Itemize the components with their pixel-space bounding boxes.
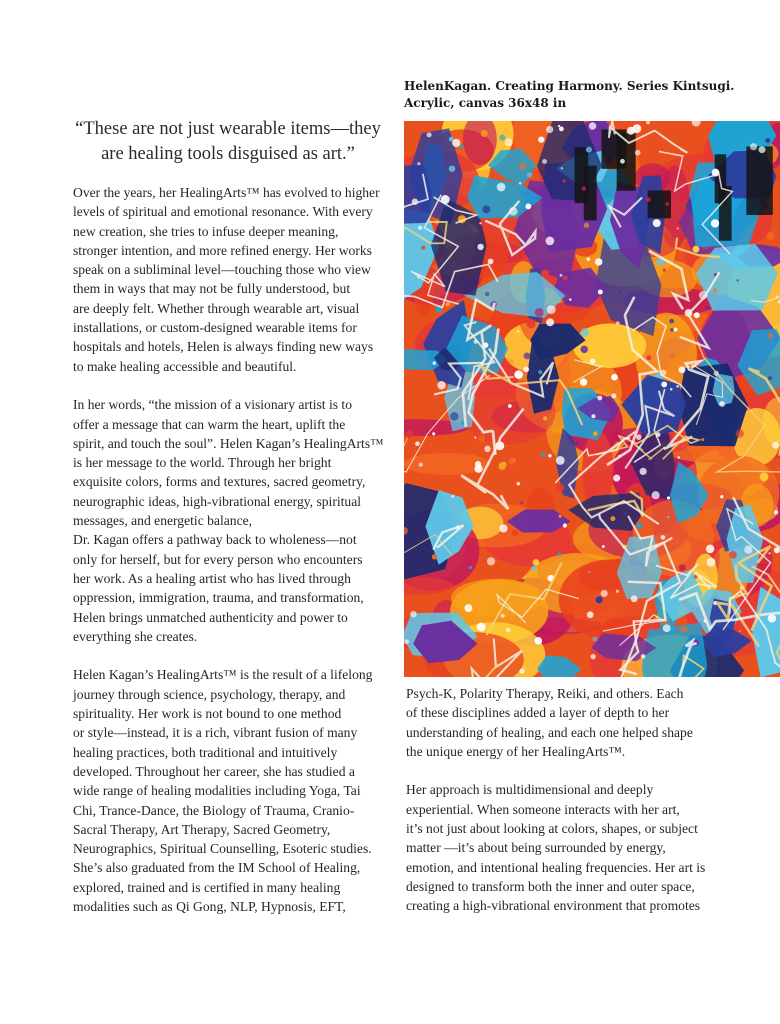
text-line: spirituality. Her work is not bound to one method [73, 706, 342, 722]
text-line: her work. As a healing artist who has lived through [73, 570, 351, 586]
text-line: them in ways that may not be fully understood, but [73, 281, 351, 297]
text-line: designed to transform both the inner and outer space, [406, 878, 695, 894]
text-line: Over the years, her HealingArts™ has evolved to higher [73, 185, 380, 200]
text-line: experiential. When someone interacts with her art, [406, 801, 680, 817]
text-line: it’s not just about looking at colors, shapes, or subject [406, 821, 698, 837]
text-line: installations, or custom-designed wearable items for [73, 320, 357, 336]
text-line: Neurographics, Spiritual Counselling, Esoteric studies. [73, 841, 372, 857]
body-paragraph [406, 780, 726, 915]
text-line: everything she creates. [73, 628, 198, 644]
body-paragraph [73, 183, 393, 376]
text-line: neurographic ideas, high-vibrational energy, spiritual [73, 493, 362, 509]
text-line: to make healing accessible and beautiful. [73, 358, 297, 374]
abstract-kintsugi-painting [404, 121, 780, 677]
text-line: new creation, she tries to infuse deeper meaning, [73, 223, 339, 239]
text-line: exquisite colors, forms and textures, sacred geometry, [73, 474, 366, 490]
text-line: modalities such as Qi Gong, NLP, Hypnosis, EFT, [73, 898, 346, 914]
text-line: only for herself, but for every person who encounters [73, 551, 363, 567]
text-line: the unique energy of her HealingArts™. [406, 743, 626, 759]
body-paragraph [73, 395, 393, 646]
text-line: or style—instead, it is a rich, vibrant fusion of many [73, 725, 358, 741]
text-line: messages, and energetic balance, [73, 513, 253, 529]
text-line: understanding of healing, and each one helped shape [406, 724, 693, 740]
text-line: Dr. Kagan offers a pathway back to wholeness—not [73, 532, 357, 548]
text-line: Psych-K, Polarity Therapy, Reiki, and others. Each [406, 686, 684, 701]
body-paragraph [73, 665, 393, 916]
text-line: of these disciplines added a layer of depth to her [406, 705, 670, 721]
pull-quote [72, 117, 384, 167]
text-line: emotion, and intentional healing frequencies. Her art is [406, 859, 706, 875]
painting-image [404, 121, 780, 677]
text-line: Sacral Therapy, Art Therapy, Sacred Geometry, [73, 821, 331, 837]
text-line: explored, trained and is certified in many healing [73, 879, 341, 895]
text-line: levels of spiritual and emotional resonance. With every [73, 204, 373, 220]
text-line: Helen Kagan’s HealingArts™ is the result of a lifelong [73, 667, 373, 683]
text-line: offer a message that can warm the heart, uplift the [73, 416, 346, 432]
text-line: hospitals and hotels, Helen is always finding new ways [73, 339, 374, 355]
text-line: Chi, Trance-Dance, the Biology of Trauma, Cranio- [73, 802, 355, 818]
text-line: Helen brings unmatched authenticity and power to [73, 609, 348, 625]
body-paragraph [406, 684, 726, 761]
text-line: stronger intention, and more refined energy. Her works [73, 242, 372, 258]
text-line: is her message to the world. Through her bright [73, 455, 332, 471]
text-line: developed. Throughout her career, she has studied a [73, 763, 355, 779]
text-line: wide range of healing modalities including Yoga, Tai [73, 783, 361, 799]
quote-line: are healing tools disguised as art.” [101, 144, 355, 164]
text-line: speak on a subliminal level—touching those who view [73, 262, 371, 278]
text-line: She’s also graduated from the IM School of Healing, [73, 860, 361, 876]
text-line: creating a high-vibrational environment that promotes [406, 898, 701, 914]
text-line: oppression, immigration, trauma, and transformation, [73, 590, 364, 606]
text-line: journey through science, psychology, therapy, and [73, 686, 346, 702]
figure-caption [404, 78, 764, 112]
right-text-column [406, 684, 726, 935]
text-line: Her approach is multidimensional and deeply [406, 782, 654, 798]
text-line: healing practices, both traditional and intuitively [73, 744, 338, 760]
text-line: are deeply felt. Whether through wearable art, visual [73, 300, 360, 316]
left-text-column [73, 183, 393, 936]
quote-line: “These are not just wearable items—they [75, 119, 381, 139]
caption-line: HelenKagan. Creating Harmony. Series Kintsugi. [404, 79, 735, 93]
caption-line: Acrylic, canvas 36x48 in [404, 96, 567, 110]
text-line: matter —it’s about being surrounded by energy, [406, 840, 666, 856]
text-line: In her words, “the mission of a visionary artist is to [73, 397, 353, 413]
text-line: spirit, and touch the soul”. Helen Kagan’s HealingArts™ [73, 435, 384, 451]
